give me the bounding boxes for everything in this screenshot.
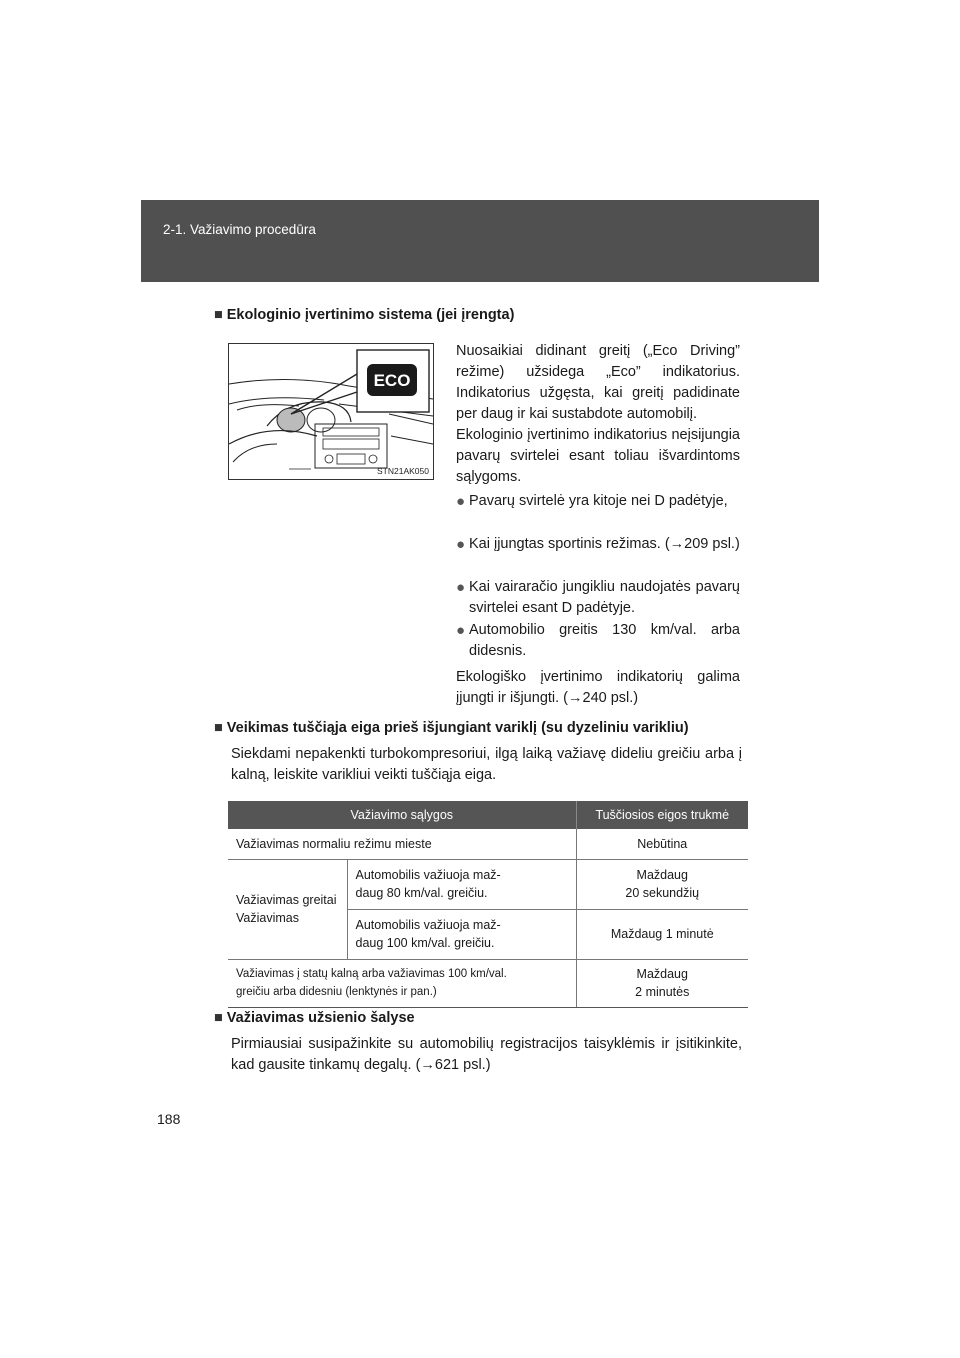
circle-bullet-icon: ●	[456, 579, 466, 596]
eco-bullet: ● Kai įjungtas sportinis režimas. (→209 psl.)	[456, 536, 740, 553]
eco-bullet: ● Automobilio greitis 130 km/val. arba didesnis.	[456, 622, 740, 659]
square-bullet-icon: ■	[214, 1010, 223, 1026]
page-number: 188	[157, 1111, 181, 1127]
table-row	[228, 959, 748, 1007]
dashboard-illustration	[229, 344, 433, 479]
table-cell-subcondition: Automobilis važiuoja maž- daug 80 km/val. greičiu.	[347, 859, 576, 909]
eco-bullet: ● Pavarų svirtelė yra kitoje nei D padėtyje,	[456, 493, 728, 510]
table-row	[228, 829, 748, 859]
abroad-section-title: Važiavimas užsienio šalyse	[226, 1010, 415, 1026]
table-cell-duration: Maždaug 1 minutė	[576, 909, 748, 959]
abroad-paragraph: Pirmiausiai susipažinkite su automobilių registracijos taisyklėmis ir įsitikinkite, kad gausite tinkamų degalų. (→621 psl.)	[231, 1036, 742, 1073]
idle-paragraph: Siekdami nepakenkti turbokompresoriui, ilgą laiką važiavę dideliu greičiu arba į kalną, leiskite varikliui veikti tuščiąja eiga.	[231, 746, 742, 783]
idle-duration-table	[228, 801, 748, 1008]
header-bar	[141, 200, 819, 282]
circle-bullet-icon: ●	[456, 622, 466, 639]
table-cell-condition: Važiavimas normaliu režimu mieste	[228, 829, 576, 859]
table-cell-condition: Važiavimas greitai Važiavimas	[228, 859, 347, 959]
table-header-conditions: Važiavimo sąlygos	[228, 801, 576, 829]
table-cell-duration: Maždaug 20 sekundžių	[576, 859, 748, 909]
eco-section-title: Ekologinio įvertinimo sistema (jei įrengta)	[226, 307, 515, 323]
eco-paragraph-2: Ekologinio įvertinimo indikatorius neįsijungia pavarų svirtelei esant toliau išvardintoms sąlygoms.	[456, 427, 740, 485]
figure-code: STN21AK050	[377, 466, 429, 476]
eco-section-heading	[214, 307, 514, 323]
table-cell-duration: Nebūtina	[576, 829, 748, 859]
eco-paragraph-1: Nuosaikiai didinant greitį („Eco Driving” režime) užsidega „Eco” indikatorius. Indikatorius užgęsta, kai greitį padidinate per daug ir kai sustabdote automobilį.	[456, 343, 740, 422]
square-bullet-icon: ■	[214, 720, 223, 736]
circle-bullet-icon: ●	[456, 493, 466, 510]
dashboard-figure	[228, 343, 434, 480]
table-header-duration: Tuščiosios eigos trukmė	[576, 801, 748, 829]
table-header-row	[228, 801, 748, 829]
table-cell-condition: Važiavimas į statų kalną arba važiavimas 100 km/val. greičiu arba didesniu (lenktynės ir pan.)	[228, 959, 576, 1007]
table-cell-subcondition: Automobilis važiuoja maž- daug 100 km/val. greičiu.	[347, 909, 576, 959]
idle-section-title: Veikimas tuščiąja eiga prieš išjungiant variklį (su dyzeliniu varikliu)	[226, 720, 689, 736]
table-cell-duration: Maždaug 2 minutės	[576, 959, 748, 1007]
square-bullet-icon: ■	[214, 307, 223, 323]
table-row	[228, 859, 748, 909]
abroad-section-heading	[214, 1010, 415, 1026]
eco-bullet: ● Kai vairaračio jungikliu naudojatės pavarų svirtelei esant D padėtyje.	[456, 579, 740, 616]
eco-badge-text: ECO	[373, 371, 411, 390]
section-title: 2-1. Važiavimo procedūra	[163, 222, 316, 237]
circle-bullet-icon: ●	[456, 536, 466, 553]
idle-section-heading	[214, 720, 689, 736]
eco-paragraph-3: Ekologiško įvertinimo indikatorių galima įjungti ir išjungti. (→240 psl.)	[456, 669, 740, 706]
